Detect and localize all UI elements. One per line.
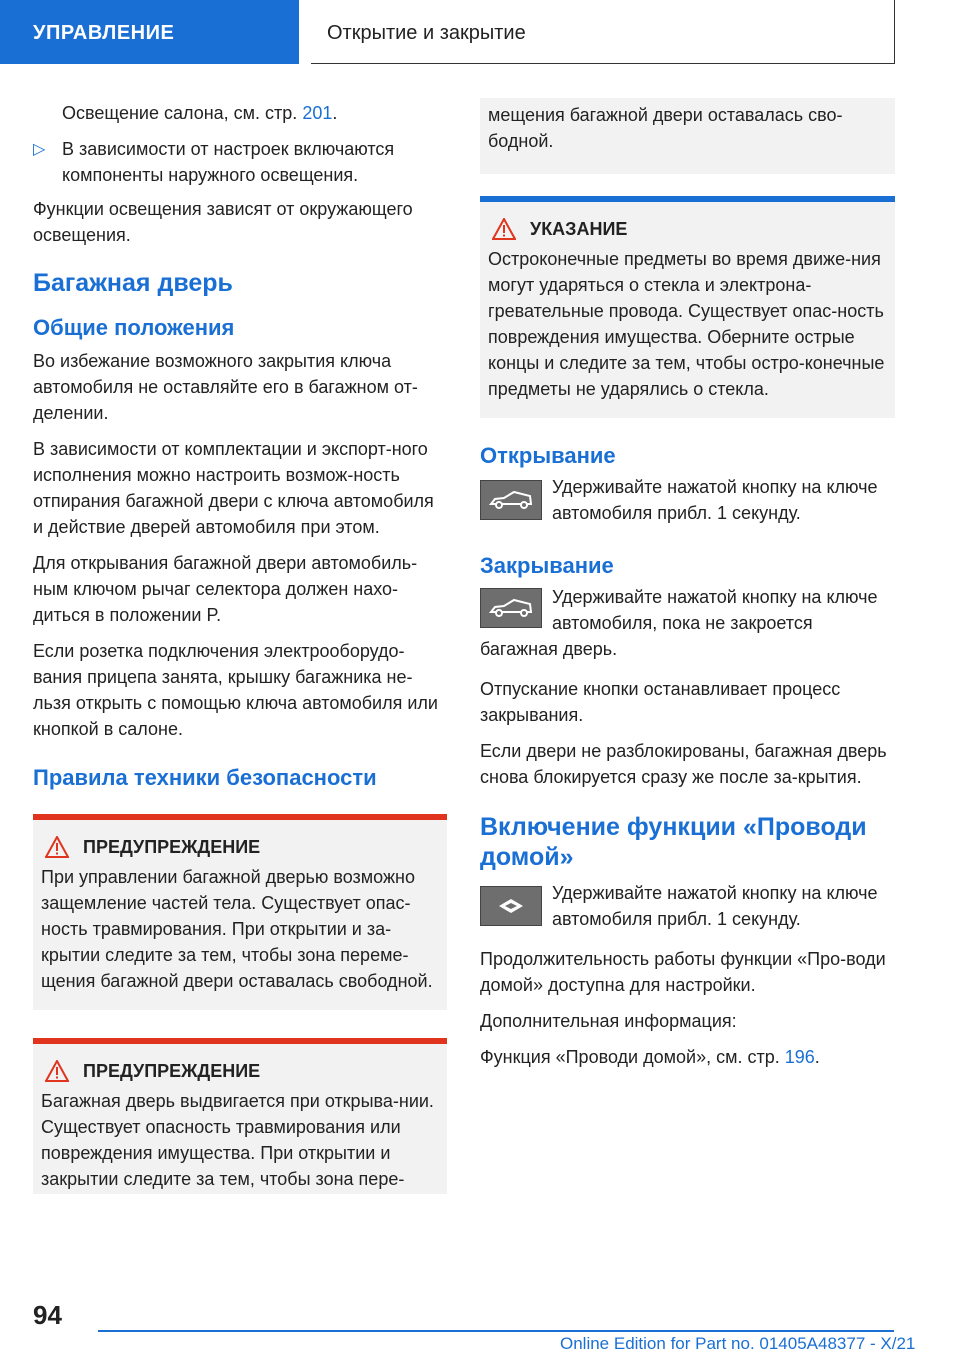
trunk-key-icon [480, 480, 542, 520]
section-title: УПРАВЛЕНИЕ [33, 22, 175, 44]
warning-triangle-icon [45, 836, 69, 858]
paragraph: Если двери не разблокированы, багажная дверь снова блокируется сразу же после за-крытия. [480, 741, 887, 787]
warning-title: ПРЕДУПРЕЖДЕНИЕ [83, 837, 261, 857]
paragraph: Для открывания багажной двери автомобиль-ным ключом рычаг селектора должен нахо-диться в положении P. [33, 553, 418, 625]
warning-text: Багажная дверь выдвигается при открыва-нии. Существует опасность травмирования или повреждения имущества. При открытии и закрытии следите за тем, чтобы зона пере- [41, 1091, 434, 1189]
header-chapter [311, 0, 895, 64]
page-link-196[interactable]: 196 [784, 1047, 815, 1067]
follow-instruction [480, 882, 895, 932]
right-column [480, 98, 895, 1080]
page-number: 94 [33, 1300, 62, 1330]
paragraph: Продолжительность работы функции «Про-води домой» доступна для настройки. [480, 949, 886, 995]
list-item: ▷ В зависимости от настроек включаются компоненты наружного освещения. [33, 139, 395, 185]
paragraph: В зависимости от комплектации и экспорт-ного исполнения можно настроить возмож-ность отпирания багажной двери с ключа автомобиля и действие дверей автомобиля при этом. [33, 439, 434, 537]
chapter-title: Открытие и закрытие [327, 22, 526, 44]
paragraph: Во избежание возможного закрытия ключа автомобиля не оставляйте его в багажном от-делении. [33, 351, 418, 423]
page-link-201[interactable]: 201 [302, 103, 333, 123]
left-column [33, 100, 447, 1194]
follow-text: Удерживайте нажатой кнопку на ключе автомобиля прибл. 1 секунду. [552, 883, 878, 929]
note-title: УКАЗАНИЕ [530, 219, 628, 239]
warning-triangle-icon [45, 1060, 69, 1082]
paragraph: Если розетка подключения электрооборудо-вания прицепа занята, крышку багажника не-льзя открыть с помощью ключа автомобиля или кнопкой в салоне. [33, 641, 438, 739]
close-text: Удерживайте нажатой кнопку на ключе автомобиля, пока не закроется багажная дверь. [480, 587, 878, 659]
heading-general: Общие положения [33, 315, 235, 340]
open-instruction [480, 476, 895, 526]
paragraph: Функции освещения зависят от окружающего освещения. [33, 199, 413, 245]
warning-box-2-continued: мещения багажной двери оставалась сво-бодной. [480, 98, 895, 174]
note-text: Остроконечные предметы во время движе-ния могут ударяться о стекла и электрона-гревательные провода. Существует опас-ность повреждения имущества. Оберните острые концы и следите за тем, чтобы остро-конечные предметы не ударялись о стекла. [488, 249, 885, 399]
warning-triangle-icon [492, 218, 516, 240]
trunk-key-icon [480, 588, 542, 628]
warning-title: ПРЕДУПРЕЖДЕНИЕ [83, 1061, 261, 1081]
footer-divider [98, 1330, 894, 1332]
paragraph: Отпускание кнопки останавливает процесс закрывания. [480, 679, 841, 725]
heading-safety: Правила техники безопасности [33, 765, 377, 790]
warning-box-2 [33, 1038, 447, 1194]
heading-close: Закрывание [480, 553, 614, 578]
warning-text: При управлении багажной дверью возможно защемление частей тела. Существует опас-ность травмирования. При открытии и за-крытии следите за тем, чтобы зона переме-щения багажной двери оставалась свободной. [41, 867, 433, 991]
note-box [480, 196, 895, 418]
header-section [0, 0, 299, 64]
heading-follow-me-home: Включение функции «Проводи домой» [480, 813, 867, 871]
follow-me-home-icon [480, 886, 542, 926]
paragraph: Дополнительная информация: [480, 1011, 737, 1031]
follow-ref: Функция «Проводи домой», см. стр. 196. [480, 1047, 820, 1067]
intro-line: Освещение салона, см. стр. 201. [62, 103, 338, 123]
heading-trunk: Багажная дверь [33, 269, 233, 297]
heading-open: Открывание [480, 443, 616, 468]
bullet-triangle-icon: ▷ [33, 141, 46, 158]
footer-edition: Online Edition for Part no. 01405A48377 - X/21 [560, 1334, 916, 1353]
warning-box-1 [33, 814, 447, 1010]
open-text: Удерживайте нажатой кнопку на ключе автомобиля прибл. 1 секунду. [552, 477, 878, 523]
close-instruction [480, 584, 895, 662]
